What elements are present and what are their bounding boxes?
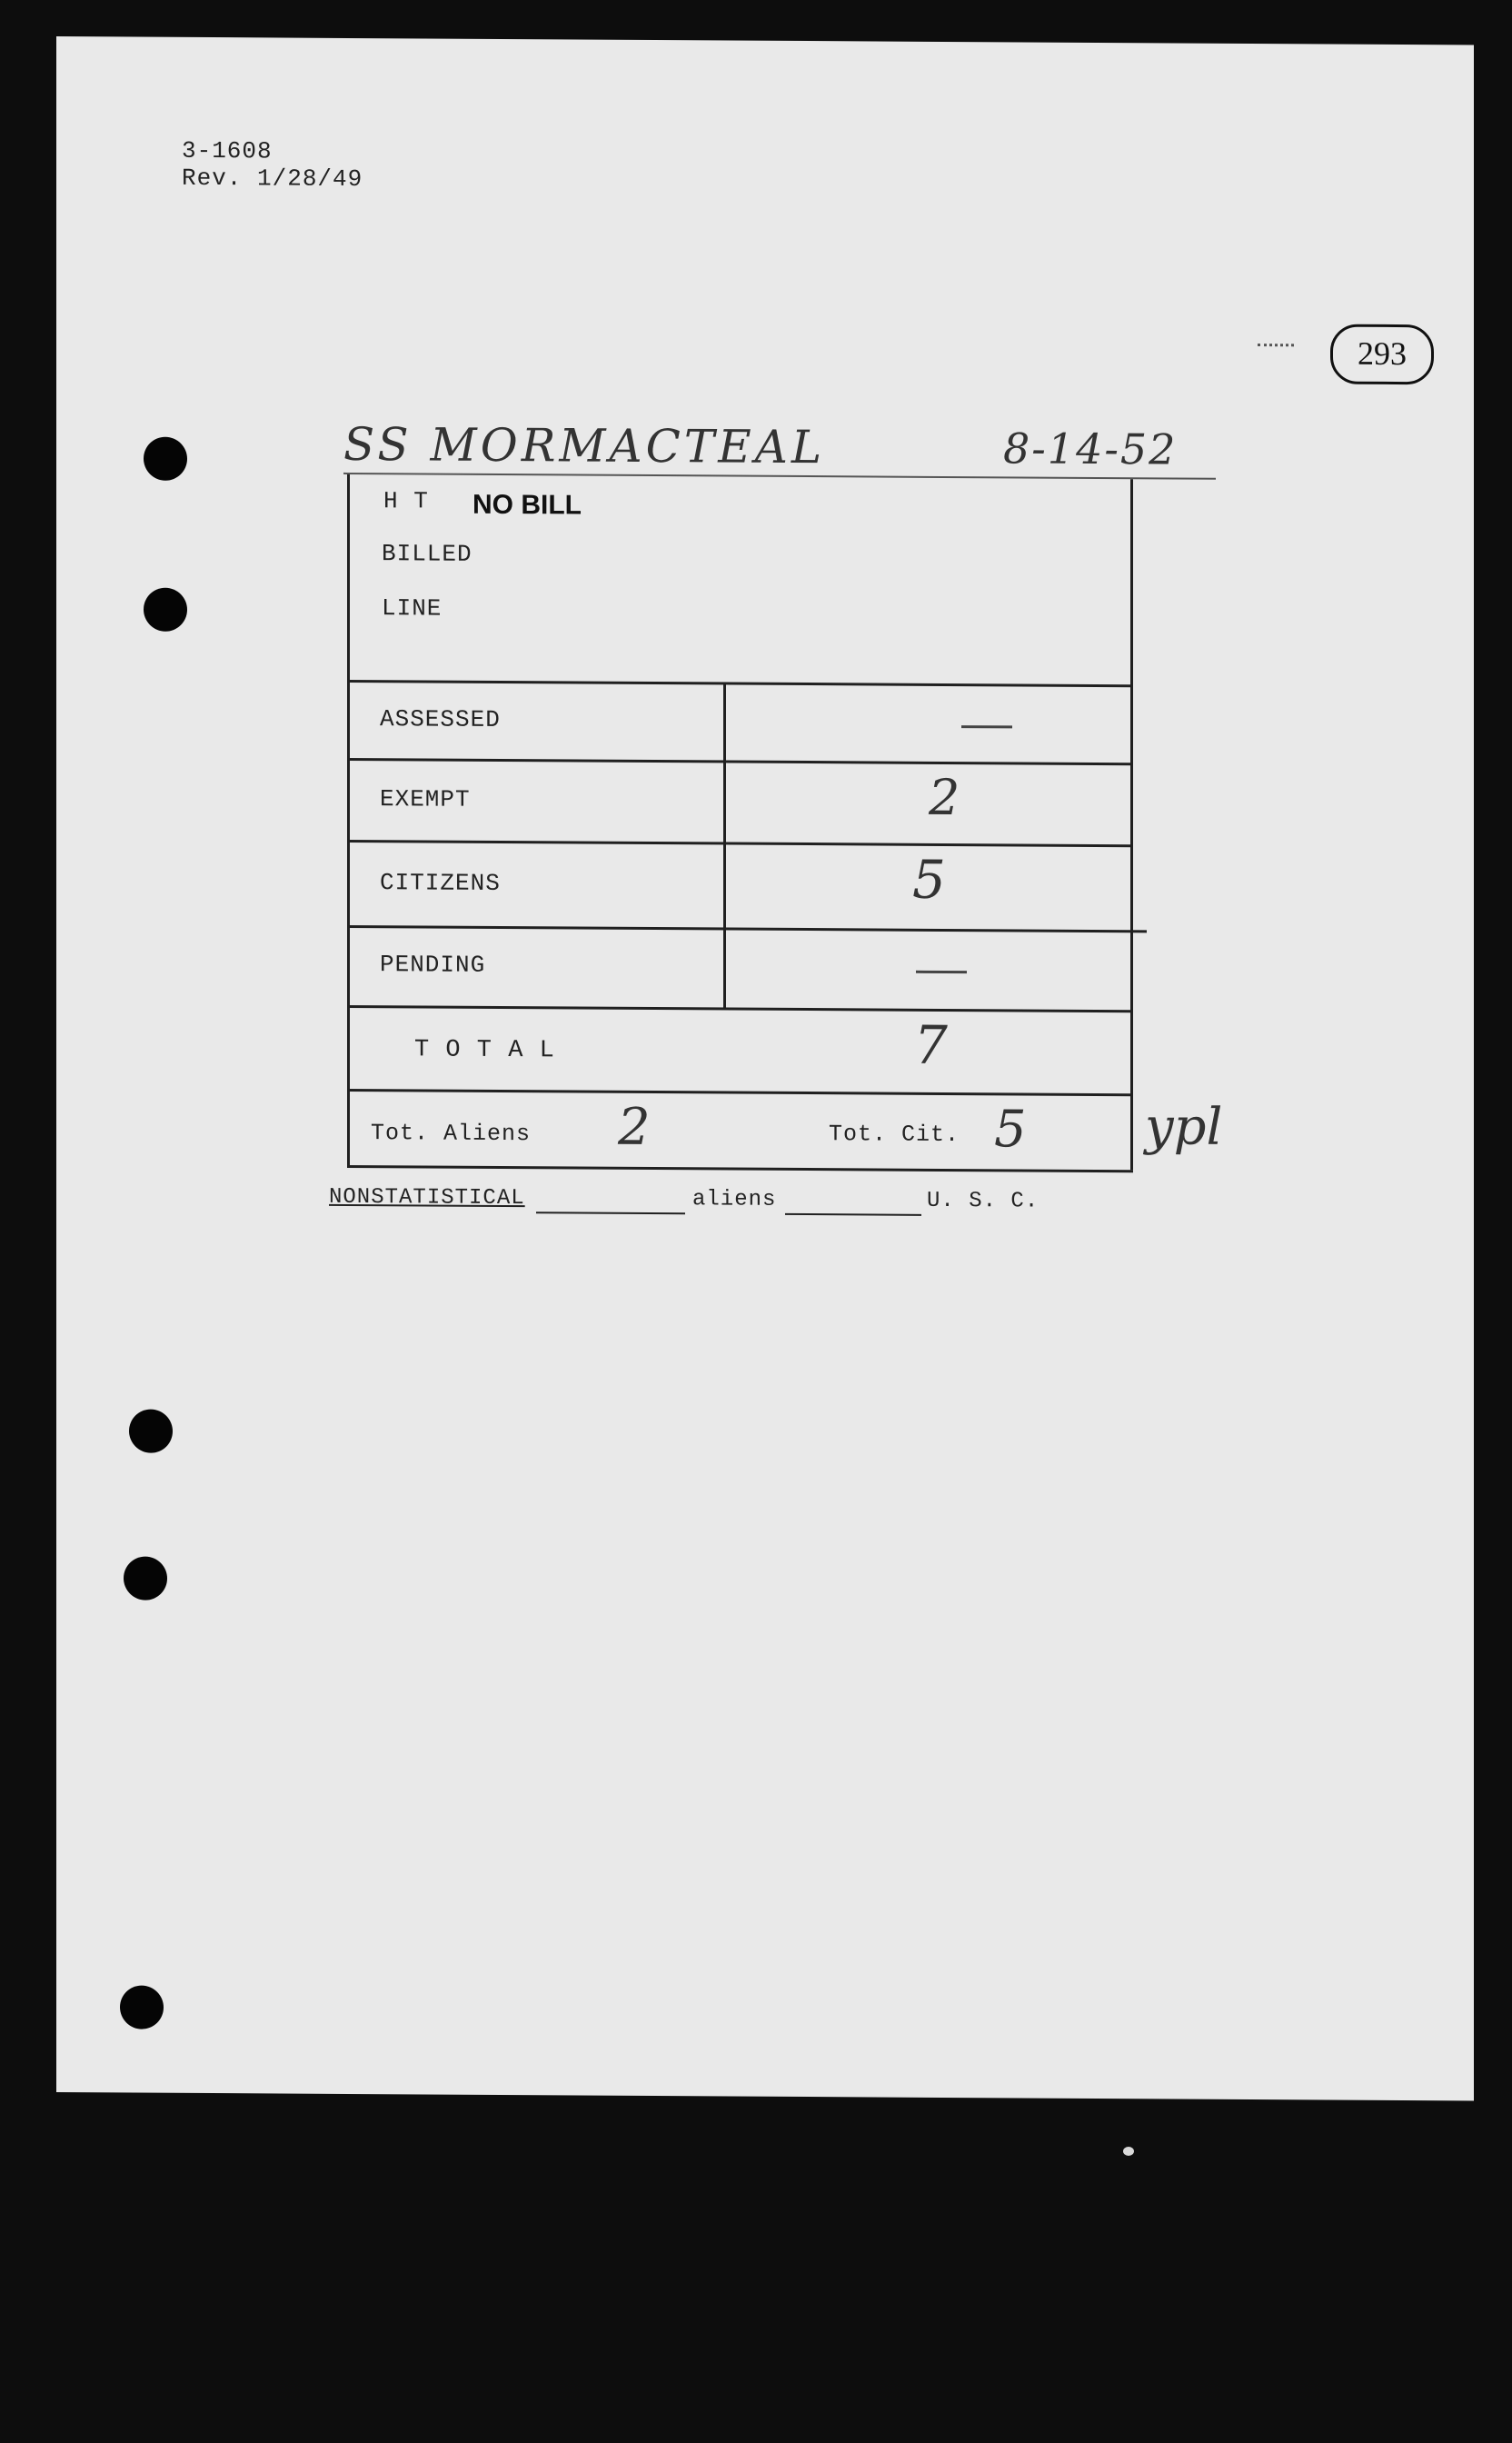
box-bottom-border xyxy=(347,1165,1133,1172)
assessed-dash xyxy=(961,725,1012,728)
rule xyxy=(347,1089,1133,1096)
total-cit-value: 5 xyxy=(994,1100,1027,1160)
box-left-border xyxy=(347,474,350,1165)
total-value: 7 xyxy=(914,1013,948,1076)
page-number-stamp: 293 xyxy=(1330,324,1434,385)
rule xyxy=(347,680,1133,687)
row-label-pending: PENDING xyxy=(380,951,486,979)
billed-label: BILLED xyxy=(382,540,472,568)
underline xyxy=(343,473,1216,480)
no-bill-stamp: NO BILL xyxy=(472,489,582,521)
exempt-value: 2 xyxy=(929,768,960,827)
rule xyxy=(347,758,1133,765)
rule xyxy=(347,925,1147,932)
total-label: T O T A L xyxy=(414,1036,555,1065)
punch-hole xyxy=(120,1985,164,2029)
usc-label: U. S. C. xyxy=(927,1188,1040,1214)
ht-label: H T xyxy=(383,487,429,515)
ship-date: 8-14-52 xyxy=(1003,424,1178,474)
citizens-value: 5 xyxy=(912,848,946,911)
ship-name: SS MORMACTEAL xyxy=(343,417,826,474)
row-label-assessed: ASSESSED xyxy=(380,705,501,733)
form-revision: Rev. 1/28/49 xyxy=(182,164,363,194)
rule xyxy=(347,840,1133,847)
punch-hole xyxy=(144,588,187,632)
column-divider xyxy=(723,682,726,1009)
nonstat-blank xyxy=(536,1212,685,1214)
aliens-label: aliens xyxy=(692,1187,777,1212)
row-label-exempt: EXEMPT xyxy=(380,785,471,813)
pending-dash xyxy=(916,971,967,973)
aliens-blank xyxy=(785,1213,921,1216)
punch-hole xyxy=(124,1556,167,1600)
punch-hole xyxy=(129,1409,173,1452)
initials: ypl xyxy=(1145,1097,1223,1157)
total-aliens-label: Tot. Aliens xyxy=(371,1120,532,1148)
page-mark xyxy=(1258,344,1294,349)
line-label: LINE xyxy=(382,594,443,623)
rule xyxy=(347,1005,1133,1012)
punch-hole xyxy=(144,437,187,481)
total-aliens-value: 2 xyxy=(618,1097,651,1157)
speck xyxy=(1123,2147,1134,2156)
row-label-citizens: CITIZENS xyxy=(380,869,501,897)
total-cit-label: Tot. Cit. xyxy=(829,1121,960,1149)
nonstatistical-label: NONSTATISTICAL xyxy=(329,1184,525,1212)
box-right-border xyxy=(1130,479,1133,1170)
form-number: 3-1608 xyxy=(182,136,273,165)
document-page xyxy=(56,36,1474,2101)
